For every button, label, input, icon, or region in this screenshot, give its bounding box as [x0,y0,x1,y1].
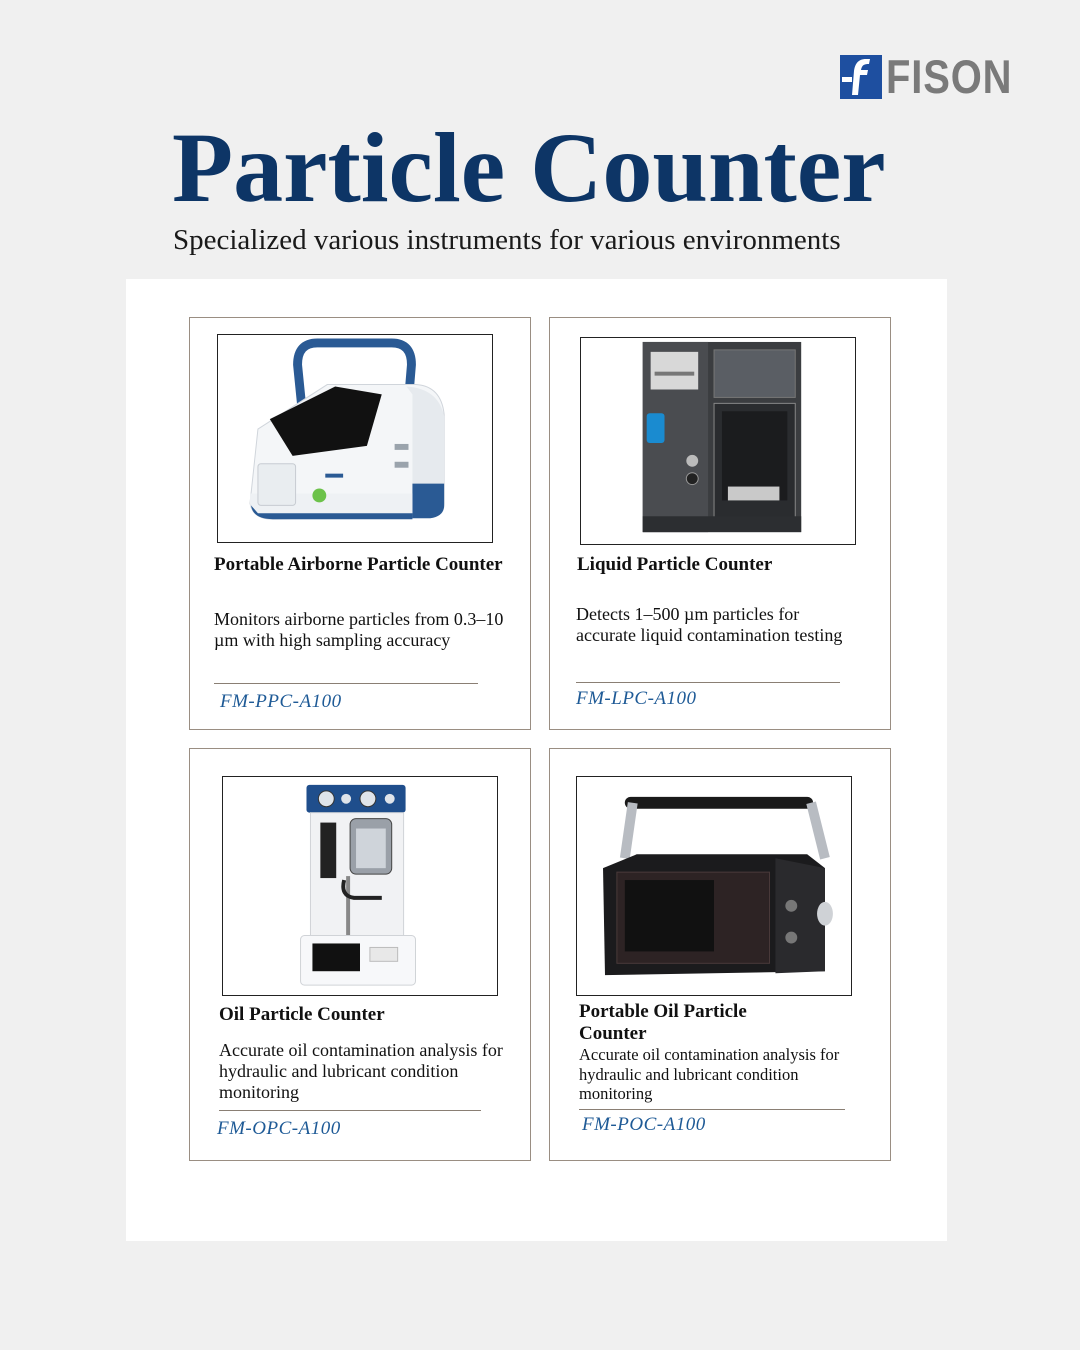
card-divider [576,682,840,683]
product-description: Detects 1–500 µm particles for accurate liquid contamination testing [576,604,843,645]
product-description: Monitors airborne particles from 0.3–10 µm with high sampling accuracy [214,609,504,650]
product-card-portable-airborne[interactable] [189,317,531,730]
product-description: Accurate oil contamination analysis for hydraulic and lubricant condition monitoring [579,1045,840,1103]
card-divider [219,1110,481,1111]
product-card-portable-oil[interactable] [549,748,891,1161]
product-card-liquid[interactable] [549,317,891,730]
product-model[interactable]: FM-PPC-A100 [220,691,342,712]
brand-name: FISON [886,50,1013,103]
product-model[interactable]: FM-OPC-A100 [217,1118,341,1139]
page-subtitle: Specialized various instruments for various environments [173,224,841,256]
product-title: Portable Oil Particle Counter [579,1001,747,1044]
brand-logo [840,50,1035,103]
portable-airborne-counter-photo [217,334,493,543]
product-model[interactable]: FM-POC-A100 [582,1114,706,1135]
product-title: Portable Airborne Particle Counter [214,554,503,575]
portable-oil-counter-photo [576,776,852,996]
product-panel [126,279,947,1241]
product-model[interactable]: FM-LPC-A100 [576,688,697,709]
product-card-oil[interactable] [189,748,531,1161]
product-description: Accurate oil contamination analysis for hydraulic and lubricant condition monitoring [219,1040,503,1102]
card-divider [579,1109,845,1110]
oil-particle-counter-photo [222,776,498,996]
liquid-particle-counter-photo [580,337,856,545]
card-divider [214,683,478,684]
product-title: Liquid Particle Counter [577,554,773,575]
fison-logo-icon [840,55,882,99]
product-title: Oil Particle Counter [219,1004,385,1025]
page-title: Particle Counter [172,112,886,223]
